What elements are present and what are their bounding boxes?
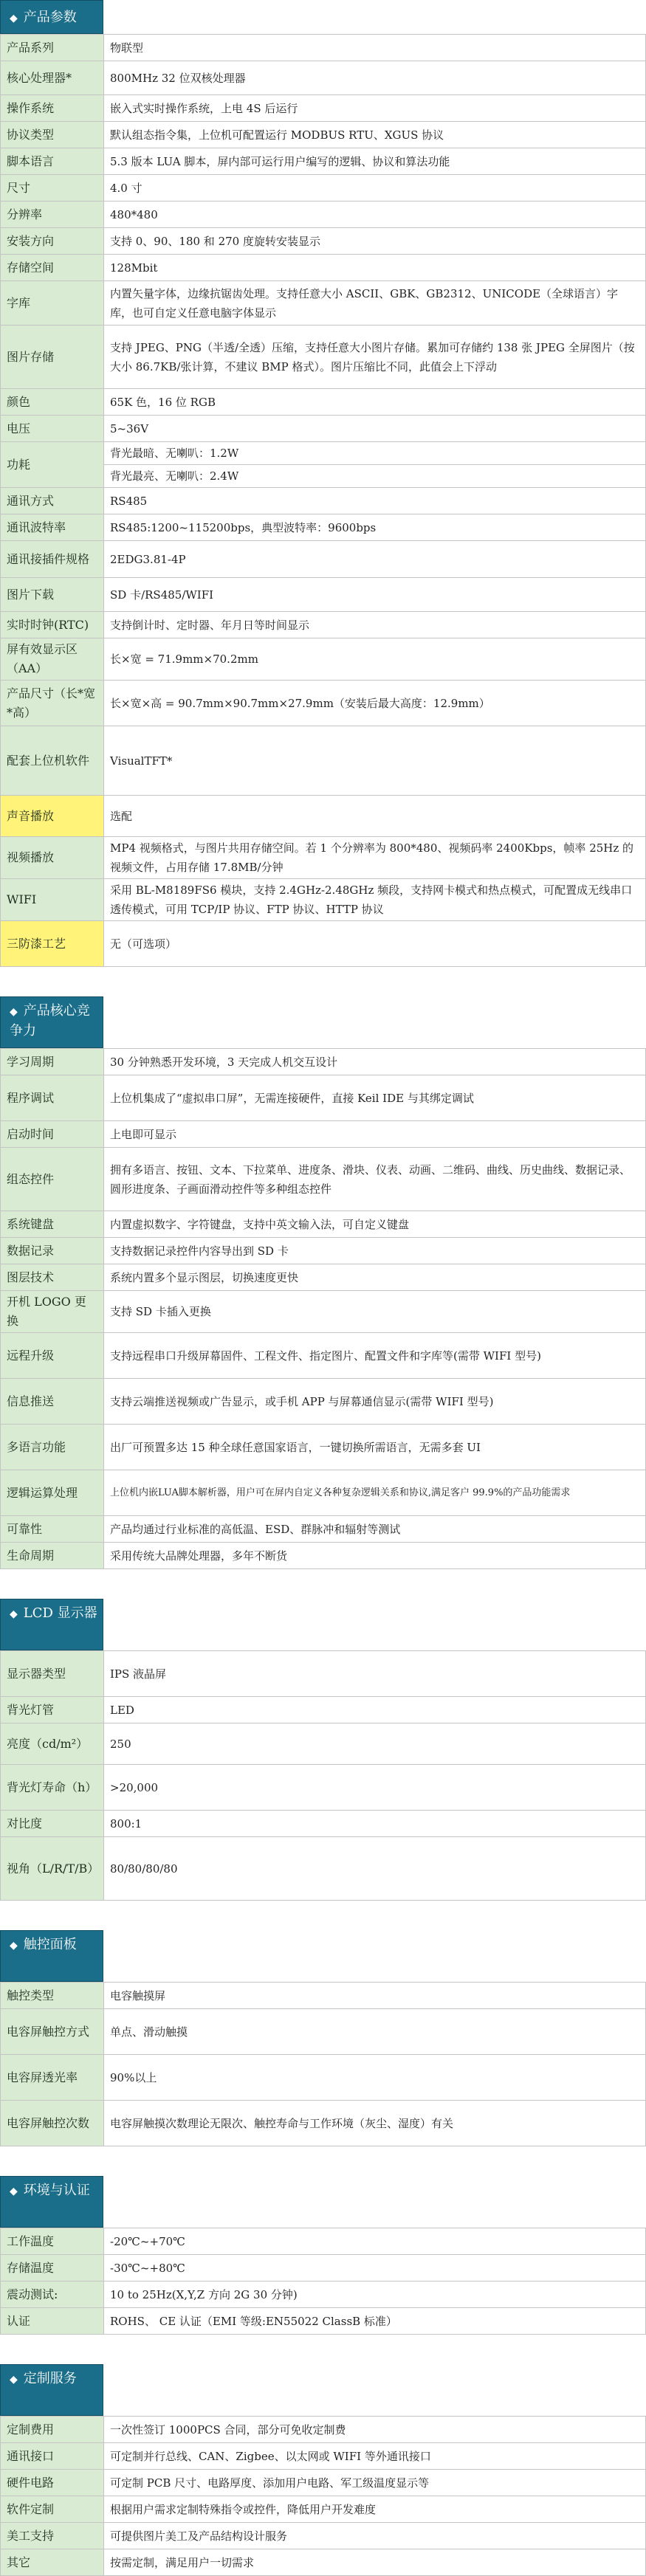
table-row <box>1 1765 646 1811</box>
table-row <box>1 2417 646 2443</box>
row-label: 配套上位机软件 <box>1 726 104 796</box>
row-value: 支持 SD 卡插入更换 <box>104 1291 646 1333</box>
section-title <box>0 2364 103 2416</box>
table-row <box>1 837 646 879</box>
section-spacer <box>0 967 646 996</box>
row-value: 支持 0、90、180 和 270 度旋转安装显示 <box>104 228 646 255</box>
section-title <box>0 1930 103 1982</box>
diamond-icon: ◆ <box>10 1006 18 1018</box>
row-value: 长×宽×高 = 90.7mm×90.7mm×27.9mm（安装后最大高度：12.9mm） <box>104 681 646 726</box>
row-label: 实时时钟(RTC) <box>1 612 104 638</box>
row-value: 电容触摸屏 <box>104 1983 646 2009</box>
row-value: RS485:1200~115200bps，典型波特率：9600bps <box>104 514 646 541</box>
row-value: 默认组态指令集，上位机可配置运行 MODBUS RTU、XGUS 协议 <box>104 122 646 148</box>
row-label: 通讯方式 <box>1 488 104 514</box>
section-title-text: 产品核心竞争力 <box>10 1003 90 1039</box>
row-label: 开机 LOGO 更换 <box>1 1291 104 1333</box>
table-row <box>1 488 646 514</box>
row-value: LED <box>104 1697 646 1723</box>
row-label: 存储温度 <box>1 2255 104 2281</box>
section-2 <box>0 1599 646 1901</box>
row-value: SD 卡/RS485/WIFI <box>104 578 646 612</box>
table-row <box>1 2470 646 2496</box>
section-title-text: 环境与认证 <box>23 2183 90 2198</box>
row-label: 其它 <box>1 2549 104 2576</box>
row-label: 亮度（cd/m²） <box>1 1723 104 1765</box>
row-label: 程序调试 <box>1 1075 104 1121</box>
row-label: 震动测试: <box>1 2281 104 2308</box>
table-row <box>1 1516 646 1543</box>
row-value: 上位机内嵌LUA脚本解析器，用户可在屏内自定义各种复杂逻辑关系和协议,满足客户 99.9%的产品功能需求 <box>104 1470 646 1516</box>
row-value: 选配 <box>104 796 646 837</box>
row-label: 协议类型 <box>1 122 104 148</box>
table-row <box>1 1723 646 1765</box>
row-label: 脚本语言 <box>1 148 104 175</box>
table-row <box>1 1837 646 1901</box>
row-value: 单点、滑动触摸 <box>104 2009 646 2055</box>
row-label: 显示器类型 <box>1 1651 104 1697</box>
row-value: 2EDG3.81-4P <box>104 541 646 578</box>
table-row <box>1 2055 646 2101</box>
row-label: 组态控件 <box>1 1148 104 1211</box>
table-row <box>1 2523 646 2549</box>
table-row <box>1 326 646 389</box>
table-row <box>1 442 646 465</box>
row-value: IPS 液晶屏 <box>104 1651 646 1697</box>
row-value: 5.3 版本 LUA 脚本，屏内部可运行用户编写的逻辑、协议和算法功能 <box>104 148 646 175</box>
table-row <box>1 612 646 638</box>
row-value: 内置矢量字体，边缘抗锯齿处理。支持任意大小 ASCII、GBK、GB2312、UNICODE（全球语言）字库，也可自定义任意电脑字体显示 <box>104 281 646 326</box>
row-value: 长×宽 = 71.9mm×70.2mm <box>104 638 646 681</box>
row-label: 学习周期 <box>1 1049 104 1075</box>
row-value: 无（可选项） <box>104 921 646 967</box>
row-value: 可提供图片美工及产品结构设计服务 <box>104 2523 646 2549</box>
row-label: 电容屏透光率 <box>1 2055 104 2101</box>
table-row <box>1 1075 646 1121</box>
row-label: 产品系列 <box>1 35 104 61</box>
row-value: -30℃~+80℃ <box>104 2255 646 2281</box>
section-1 <box>0 996 646 1569</box>
table-row <box>1 1121 646 1148</box>
row-label: 安装方向 <box>1 228 104 255</box>
table-row <box>1 175 646 202</box>
row-value: 电容屏触摸次数理论无限次、触控寿命与工作环境（灰尘、湿度）有关 <box>104 2101 646 2146</box>
row-value: 系统内置多个显示图层，切换速度更快 <box>104 1264 646 1291</box>
row-value: RS485 <box>104 488 646 514</box>
row-value: 物联型 <box>104 35 646 61</box>
row-label: 存储空间 <box>1 255 104 281</box>
row-value: 一次性签订 1000PCS 合同，部分可免收定制费 <box>104 2417 646 2443</box>
table-row <box>1 1811 646 1837</box>
section-title <box>0 0 103 34</box>
row-value: 采用传统大品牌处理器，多年不断货 <box>104 1543 646 1569</box>
spec-table <box>0 2416 646 2576</box>
row-label: 核心处理器* <box>1 61 104 95</box>
table-row <box>1 2549 646 2576</box>
row-value: 10 to 25Hz(X,Y,Z 方向 2G 30 分钟) <box>104 2281 646 2308</box>
table-row <box>1 796 646 837</box>
diamond-icon: ◆ <box>10 1608 18 1620</box>
table-row <box>1 1264 646 1291</box>
diamond-icon: ◆ <box>10 2186 18 2197</box>
row-label: 多语言功能 <box>1 1425 104 1470</box>
row-label: 字库 <box>1 281 104 326</box>
row-label: 功耗 <box>1 442 104 488</box>
row-label: 电容屏触控次数 <box>1 2101 104 2146</box>
table-row <box>1 148 646 175</box>
table-row <box>1 1470 646 1516</box>
table-row <box>1 35 646 61</box>
row-label: 数据记录 <box>1 1238 104 1264</box>
table-row <box>1 2308 646 2335</box>
row-value: 5~36V <box>104 416 646 442</box>
spec-table <box>0 2228 646 2335</box>
table-row <box>1 681 646 726</box>
row-value: 65K 色，16 位 RGB <box>104 389 646 416</box>
table-row <box>1 255 646 281</box>
row-value: 可定制 PCB 尺寸、电路厚度、添加用户电路、军工级温度显示等 <box>104 2470 646 2496</box>
row-value: 250 <box>104 1723 646 1765</box>
table-row <box>1 726 646 796</box>
table-row <box>1 1983 646 2009</box>
row-value: 出厂可预置多达 15 种全球任意国家语言，一键切换所需语言，无需多套 UI <box>104 1425 646 1470</box>
table-row <box>1 1425 646 1470</box>
table-row <box>1 578 646 612</box>
section-5 <box>0 2364 646 2576</box>
table-row <box>1 1697 646 1723</box>
row-value: MP4 视频格式，与图片共用存储空间。若 1 个分辨率为 800*480、视频码率 2400Kbps，帧率 25Hz 的视频文件，占用存储 17.8MB/分钟 <box>104 837 646 879</box>
row-value: 内置虚拟数字、字符键盘，支持中英文输入法，可自定义键盘 <box>104 1211 646 1238</box>
table-row <box>1 1049 646 1075</box>
diamond-icon: ◆ <box>10 1940 18 1952</box>
row-value: 背光最暗、无喇叭：1.2W <box>104 442 646 465</box>
table-row <box>1 1543 646 1569</box>
table-row <box>1 2281 646 2308</box>
row-value: 背光最亮、无喇叭：2.4W <box>104 465 646 488</box>
row-label: 生命周期 <box>1 1543 104 1569</box>
row-value: 480*480 <box>104 202 646 228</box>
table-row <box>1 2443 646 2470</box>
row-value: 上电即可显示 <box>104 1121 646 1148</box>
row-label: 声音播放 <box>1 796 104 837</box>
table-row <box>1 61 646 95</box>
table-row <box>1 638 646 681</box>
row-value: 产品均通过行业标准的高低温、ESD、群脉冲和辐射等测试 <box>104 1516 646 1543</box>
table-row <box>1 122 646 148</box>
spec-table <box>0 1982 646 2146</box>
row-value: 支持 JPEG、PNG（半透/全透）压缩，支持任意大小图片存储。累加可存储约 138 张 JPEG 全屏图片（按大小 86.7KB/张计算，不建议 BMP 格式）。图片压缩比不同，此值会上下浮动 <box>104 326 646 389</box>
row-label: 颜色 <box>1 389 104 416</box>
section-spacer <box>0 2146 646 2176</box>
row-label: 电压 <box>1 416 104 442</box>
row-label: 产品尺寸（长*宽*高） <box>1 681 104 726</box>
table-row <box>1 879 646 921</box>
spec-table <box>0 34 646 967</box>
row-label: 三防漆工艺 <box>1 921 104 967</box>
table-row <box>1 541 646 578</box>
table-row <box>1 514 646 541</box>
row-label: 图片下载 <box>1 578 104 612</box>
row-label: 图片存储 <box>1 326 104 389</box>
row-value: 上位机集成了“虚拟串口屏”，无需连接硬件，直接 Keil IDE 与其绑定调试 <box>104 1075 646 1121</box>
row-value: >20,000 <box>104 1765 646 1811</box>
row-label: 背光灯管 <box>1 1697 104 1723</box>
row-value: 800:1 <box>104 1811 646 1837</box>
row-label: 图层技术 <box>1 1264 104 1291</box>
row-label: 美工支持 <box>1 2523 104 2549</box>
row-label: 尺寸 <box>1 175 104 202</box>
spec-table <box>0 1048 646 1569</box>
row-value: ROHS、 CE 认证（EMI 等级:EN55022 ClassB 标准） <box>104 2308 646 2335</box>
diamond-icon: ◆ <box>10 13 18 24</box>
table-row <box>1 921 646 967</box>
row-value: -20℃~+70℃ <box>104 2228 646 2255</box>
row-label: 视频播放 <box>1 837 104 879</box>
row-value: 128Mbit <box>104 255 646 281</box>
section-title-text: 产品参数 <box>23 10 77 25</box>
row-value: 4.0 寸 <box>104 175 646 202</box>
row-label: 操作系统 <box>1 95 104 122</box>
row-label: 硬件电路 <box>1 2470 104 2496</box>
table-row <box>1 1148 646 1211</box>
row-label: 定制费用 <box>1 2417 104 2443</box>
section-0 <box>0 0 646 967</box>
row-value: 支持倒计时、定时器、年月日等时间显示 <box>104 612 646 638</box>
row-value: 支持云端推送视频或广告显示，或手机 APP 与屏幕通信显示(需带 WIFI 型号) <box>104 1379 646 1425</box>
row-label: 触控类型 <box>1 1983 104 2009</box>
section-title <box>0 2176 103 2228</box>
section-3 <box>0 1930 646 2146</box>
section-spacer <box>0 2335 646 2364</box>
table-row <box>1 2496 646 2523</box>
table-row <box>1 389 646 416</box>
row-label: 通讯接口 <box>1 2443 104 2470</box>
table-row <box>1 2255 646 2281</box>
row-label: 视角（L/R/T/B） <box>1 1837 104 1901</box>
row-label: WIFI <box>1 879 104 921</box>
row-value: VisualTFT* <box>104 726 646 796</box>
table-row <box>1 202 646 228</box>
table-row <box>1 1291 646 1333</box>
table-row <box>1 416 646 442</box>
diamond-icon: ◆ <box>10 2374 18 2386</box>
row-label: 软件定制 <box>1 2496 104 2523</box>
table-row <box>1 1379 646 1425</box>
row-value: 拥有多语言、按钮、文本、下拉菜单、进度条、滑块、仪表、动画、二维码、曲线、历史曲线、数据记录、圆形进度条、子画面滑动控件等多种组态控件 <box>104 1148 646 1211</box>
table-row <box>1 95 646 122</box>
row-value: 30 分钟熟悉开发环境，3 天完成人机交互设计 <box>104 1049 646 1075</box>
row-label: 逻辑运算处理 <box>1 1470 104 1516</box>
row-label: 通讯波特率 <box>1 514 104 541</box>
row-label: 屏有效显示区（AA） <box>1 638 104 681</box>
row-label: 启动时间 <box>1 1121 104 1148</box>
row-label: 认证 <box>1 2308 104 2335</box>
section-4 <box>0 2176 646 2335</box>
row-label: 系统键盘 <box>1 1211 104 1238</box>
table-row <box>1 1211 646 1238</box>
table-row <box>1 228 646 255</box>
row-label: 电容屏触控方式 <box>1 2009 104 2055</box>
section-spacer <box>0 1901 646 1930</box>
row-label: 背光灯寿命（h） <box>1 1765 104 1811</box>
row-value: 80/80/80/80 <box>104 1837 646 1901</box>
table-row <box>1 1651 646 1697</box>
row-label: 远程升级 <box>1 1333 104 1379</box>
section-title-text: 定制服务 <box>23 2371 77 2386</box>
row-label: 工作温度 <box>1 2228 104 2255</box>
row-value: 800MHz 32 位双核处理器 <box>104 61 646 95</box>
row-value: 根据用户需求定制特殊指令或控件，降低用户开发难度 <box>104 2496 646 2523</box>
row-value: 支持数据记录控件内容导出到 SD 卡 <box>104 1238 646 1264</box>
section-title <box>0 996 103 1048</box>
row-value: 可定制并行总线、CAN、Zigbee、以太网或 WIFI 等外通讯接口 <box>104 2443 646 2470</box>
row-value: 按需定制，满足用户一切需求 <box>104 2549 646 2576</box>
row-label: 对比度 <box>1 1811 104 1837</box>
table-row <box>1 281 646 326</box>
section-title <box>0 1599 103 1650</box>
row-value: 90%以上 <box>104 2055 646 2101</box>
table-row <box>1 2009 646 2055</box>
row-label: 信息推送 <box>1 1379 104 1425</box>
row-label: 通讯接插件规格 <box>1 541 104 578</box>
section-spacer <box>0 1569 646 1599</box>
row-value: 采用 BL-M8189FS6 模块，支持 2.4GHz-2.48GHz 频段，支持网卡模式和热点模式，可配置成无线串口透传模式，可用 TCP/IP 协议、FTP 协议、HTTP 协议 <box>104 879 646 921</box>
section-title-text: LCD 显示器 <box>23 1605 97 1621</box>
row-label: 分辨率 <box>1 202 104 228</box>
row-value: 支持远程串口升级屏幕固件、工程文件、指定图片、配置文件和字库等(需带 WIFI 型号) <box>104 1333 646 1379</box>
table-row <box>1 2228 646 2255</box>
table-row <box>1 1333 646 1379</box>
table-row <box>1 1238 646 1264</box>
row-value: 嵌入式实时操作系统，上电 4S 后运行 <box>104 95 646 122</box>
section-title-text: 触控面板 <box>23 1937 77 1952</box>
spec-table <box>0 1650 646 1901</box>
row-label: 可靠性 <box>1 1516 104 1543</box>
table-row <box>1 2101 646 2146</box>
